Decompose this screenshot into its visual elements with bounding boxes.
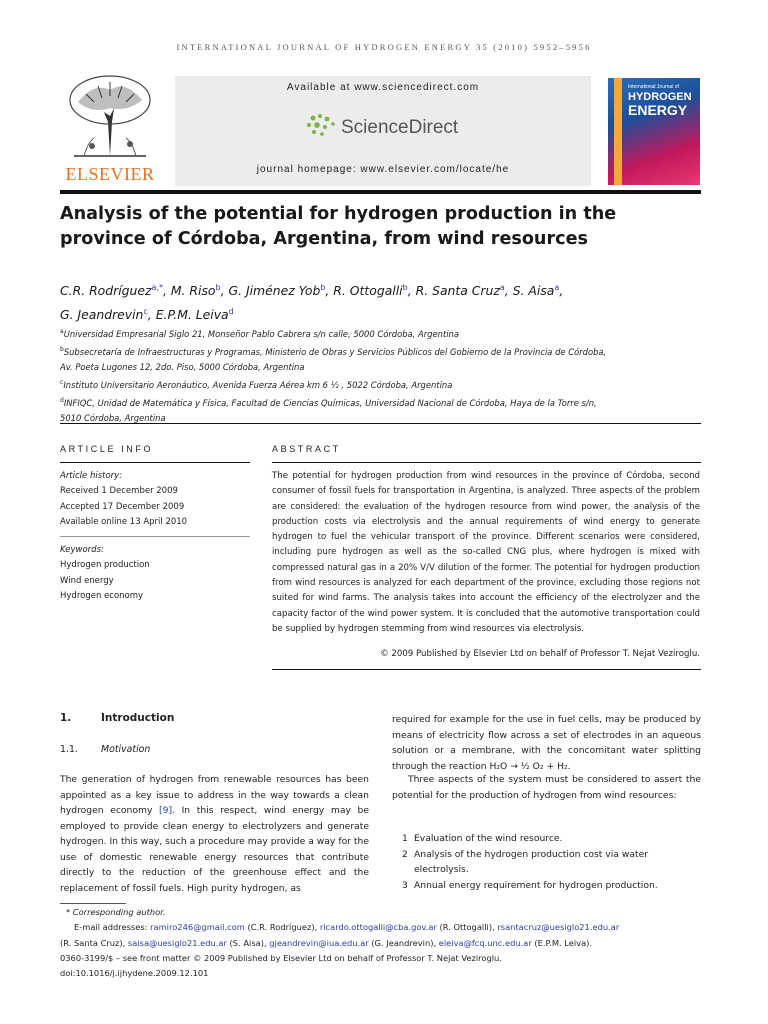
available-at-text[interactable]: Available at www.sciencedirect.com xyxy=(286,82,480,93)
affiliation-text: 5010 Córdoba, Argentina xyxy=(60,413,166,424)
author-affil-link[interactable]: c xyxy=(143,307,148,317)
affiliation-item xyxy=(60,360,705,375)
right-column-paragraph-1: required for example for the use in fuel cells, may be produced by means of electricity flow across a set of electrodes in an aqueous solution or a membrane, with the concomitant water splitting through the reaction H₂O → ½ O₂ + H₂. xyxy=(392,714,701,772)
affiliation-text: Universidad Empresarial Siglo 21, Monseñor Pablo Cabrera s/n calle, 5000 Córdoba, Argentina xyxy=(63,328,460,339)
cover-title-hydrogen: HYDROGEN xyxy=(628,91,692,103)
list-number: 1 xyxy=(402,833,408,844)
author-separator: , xyxy=(325,283,334,299)
list-item xyxy=(402,831,701,847)
cover-strip xyxy=(614,78,622,185)
affiliation-item xyxy=(60,342,705,360)
email-label: E-mail addresses: xyxy=(74,922,151,933)
email-owner: (G. Jeandrevin), xyxy=(368,937,439,948)
abstract-bottom-rule xyxy=(272,669,701,670)
email-link[interactable]: rsantacruz@uesiglo21.edu.ar xyxy=(497,922,620,933)
intro-paragraph-1 xyxy=(60,772,369,896)
author-affil-link[interactable]: d xyxy=(228,307,234,317)
author-affil-link[interactable]: b xyxy=(320,283,326,292)
email-line-1 xyxy=(60,920,705,935)
email-line-2 xyxy=(60,936,705,951)
author-list xyxy=(60,277,700,325)
affiliation-item xyxy=(60,411,705,426)
paragraph-text: . In this respect, wind energy may be employed to provide clean energy to electrolyzers and generate hydrogen. In this way, such a procedure may provide a way for the use of domestic renewable energy resources that contribute directly to the reduction of the greenhouse effect and the replacement of fossil fuels. High purity hydrogen, as xyxy=(60,805,370,894)
email-owner: (R. Santa Cruz), xyxy=(60,937,128,948)
keywords-block xyxy=(60,543,250,604)
author-name: R. Ottogalli xyxy=(333,283,403,299)
author-separator: , xyxy=(407,283,416,299)
list-text: Evaluation of the wind resource. xyxy=(414,833,563,844)
article-info-heading: ARTICLE INFO xyxy=(60,444,154,454)
sciencedirect-banner xyxy=(175,76,591,186)
paragraph-text: The generation of hydrogen from renewable resources has been appointed as a key issue to address in the way towards a clean hydrogen economy xyxy=(60,774,369,816)
aspects-list xyxy=(402,831,701,893)
author-separator: , xyxy=(220,283,229,299)
journal-homepage-text[interactable]: journal homepage: www.elsevier.com/locate/he xyxy=(256,164,510,175)
section-1-number: 1. xyxy=(60,712,72,724)
corresponding-author-note: * Corresponding author. xyxy=(66,907,166,917)
author-affil-link[interactable]: b xyxy=(402,283,408,292)
elsevier-logo xyxy=(60,72,160,184)
list-item xyxy=(402,878,701,894)
affiliation-list xyxy=(60,324,705,426)
affiliation-text: INFIQC, Unidad de Matemática y Física, Facultad de Ciencias Químicas, Universidad Nacional de Córdoba, Haya de la Torre s/n, xyxy=(63,398,597,408)
author-separator: , xyxy=(162,283,171,299)
author-name: G. Jeandrevin xyxy=(60,307,144,323)
author-name: M. Riso xyxy=(170,283,216,299)
cover-title-energy: ENERGY xyxy=(628,102,688,118)
online-date: Available online 13 April 2010 xyxy=(60,516,188,527)
footnote-rule xyxy=(60,903,126,904)
email-link[interactable]: ramiro246@gmail.com xyxy=(150,922,245,933)
elsevier-wordmark: ELSEVIER xyxy=(65,164,155,184)
accepted-date: Accepted 17 December 2009 xyxy=(60,501,185,512)
header-rule xyxy=(60,190,701,194)
author-affil-link[interactable]: a xyxy=(554,283,560,292)
cover-subtitle: International Journal of xyxy=(628,84,679,90)
affiliation-text: Av. Poeta Lugones 12, 2do. Piso, 5000 Córdoba, Argentina xyxy=(60,362,305,372)
author-affil-link[interactable]: b xyxy=(215,283,221,292)
author-name: G. Jiménez Yob xyxy=(228,283,321,299)
footnotes xyxy=(60,905,705,981)
author-affil-link[interactable]: a,* xyxy=(151,283,163,292)
email-link[interactable]: gjeandrevin@iua.edu.ar xyxy=(269,937,369,948)
article-history xyxy=(60,469,250,530)
author-name: R. Santa Cruz xyxy=(415,283,500,299)
sciencedirect-wordmark: ScienceDirect xyxy=(341,117,459,138)
article-title xyxy=(60,202,700,252)
sciencedirect-dots-icon xyxy=(303,110,339,140)
journal-cover-image xyxy=(608,78,700,185)
affiliation-text: Subsecretaría de Infraestructuras y Programas, Ministerio de Obras y Servicios Públicos del Gobierno de la Provincia de Córdoba, xyxy=(63,346,607,357)
article-info-divider xyxy=(60,536,250,537)
affiliation-marker: c xyxy=(60,379,64,387)
article-info-rule xyxy=(60,462,250,463)
author-affil-link[interactable]: a xyxy=(499,283,505,292)
abstract-text: The potential for hydrogen production from wind resources in the province of Córdoba, second consumer of fossil fuels for transportation in Argentina, is analyzed. Three aspects of the problem are considered: the evaluation of the hydrogen resource from wind power, the analysis of the production costs via electrolysis and the annual requirements of wind energy to generate hydrogen to fuel the vehicular transport of the province. Different scenarios were considered, including pure hydrogen as well as the so-called CNG plus, where hydrogen is mixed with compressed natural gas in a 20% V/V dilution of the former. The potential for hydrogen production from wind resources is analyzed for each department of the province, excluding those regions not suited for wind farms. The analysis takes into account the efficiency of the electrolyzer and the capacity factor of the wind power system. It is concluded that the automotive transportation could be supplied by hydrogen stemming from wind resources via electrolysis. xyxy=(272,471,700,634)
affiliation-marker: b xyxy=(60,346,64,353)
affiliation-item xyxy=(60,324,705,342)
keyword-item: Wind energy xyxy=(60,575,114,586)
author-separator: , xyxy=(504,283,513,299)
subsection-1-1-number: 1.1. xyxy=(60,744,78,755)
email-owner: (S. Aisa), xyxy=(226,937,270,948)
email-link[interactable]: eleiva@fcq.unc.edu.ar xyxy=(438,937,532,948)
author-separator: , xyxy=(147,307,156,323)
affiliation-marker: d xyxy=(60,397,64,405)
section-1-title: Introduction xyxy=(101,712,175,724)
elsevier-tree-icon xyxy=(64,72,156,158)
title-line-2: province of Córdoba, Argentina, from wind resources xyxy=(60,229,588,249)
abstract-heading: ABSTRACT xyxy=(272,444,341,454)
history-label: Article history: xyxy=(60,471,123,481)
email-link[interactable]: saisa@uesiglo21.edu.ar xyxy=(127,937,227,948)
section-rule xyxy=(60,423,701,424)
keywords-label: Keywords: xyxy=(60,545,104,555)
affiliation-marker: a xyxy=(60,328,64,335)
sciencedirect-logo xyxy=(303,110,473,144)
issn-line: 0360-3199/$ – see front matter © 2009 Published by Elsevier Ltd on behalf of Professor T. Nejat Veziroglu. xyxy=(60,952,502,963)
author-name: E.P.M. Leiva xyxy=(155,307,229,323)
author-separator: , xyxy=(559,283,564,299)
email-link[interactable]: ricardo.ottogalli@cba.gov.ar xyxy=(319,922,437,933)
author-name: S. Aisa xyxy=(512,283,555,299)
doi-line[interactable]: doi:10.1016/j.ijhydene.2009.12.101 xyxy=(60,968,209,979)
abstract-rule xyxy=(272,462,701,463)
list-text: Analysis of the hydrogen production cost via water electrolysis. xyxy=(414,848,649,875)
journal-citation-line: INTERNATIONAL JOURNAL OF HYDROGEN ENERGY 35 (2010) 5952–5956 xyxy=(176,42,592,52)
subsection-1-1-title: Motivation xyxy=(101,744,151,755)
citation-link[interactable]: [9] xyxy=(159,805,173,816)
title-line-1: Analysis of the potential for hydrogen production in the xyxy=(60,204,617,224)
list-number: 2 xyxy=(402,848,408,860)
received-date: Received 1 December 2009 xyxy=(60,486,178,497)
author-line-1 xyxy=(60,277,700,301)
affiliation-item xyxy=(60,393,705,411)
right-column-paragraph-2: Three aspects of the system must be considered to assert the potential for the production of hydrogen from wind resources: xyxy=(392,774,701,801)
list-number: 3 xyxy=(402,879,408,891)
author-line-2 xyxy=(60,301,700,325)
email-owner: (C.R. Rodríguez), xyxy=(244,922,320,933)
abstract-copyright: © 2009 Published by Elsevier Ltd on behalf of Professor T. Nejat Veziroglu. xyxy=(380,649,700,659)
keyword-item: Hydrogen economy xyxy=(60,590,144,601)
list-text: Annual energy requirement for hydrogen production. xyxy=(414,879,658,891)
list-item xyxy=(402,847,701,878)
email-owner: (R. Ottogalli), xyxy=(436,922,498,933)
email-owner: (E.P.M. Leiva). xyxy=(531,937,593,948)
keyword-item: Hydrogen production xyxy=(60,560,150,571)
author-name: C.R. Rodríguez xyxy=(60,283,152,299)
affiliation-text: Instituto Universitario Aeronáutico, Avenida Fuerza Aérea km 6 ½ , 5022 Córdoba, Argentina xyxy=(63,380,453,390)
affiliation-item xyxy=(60,375,705,393)
